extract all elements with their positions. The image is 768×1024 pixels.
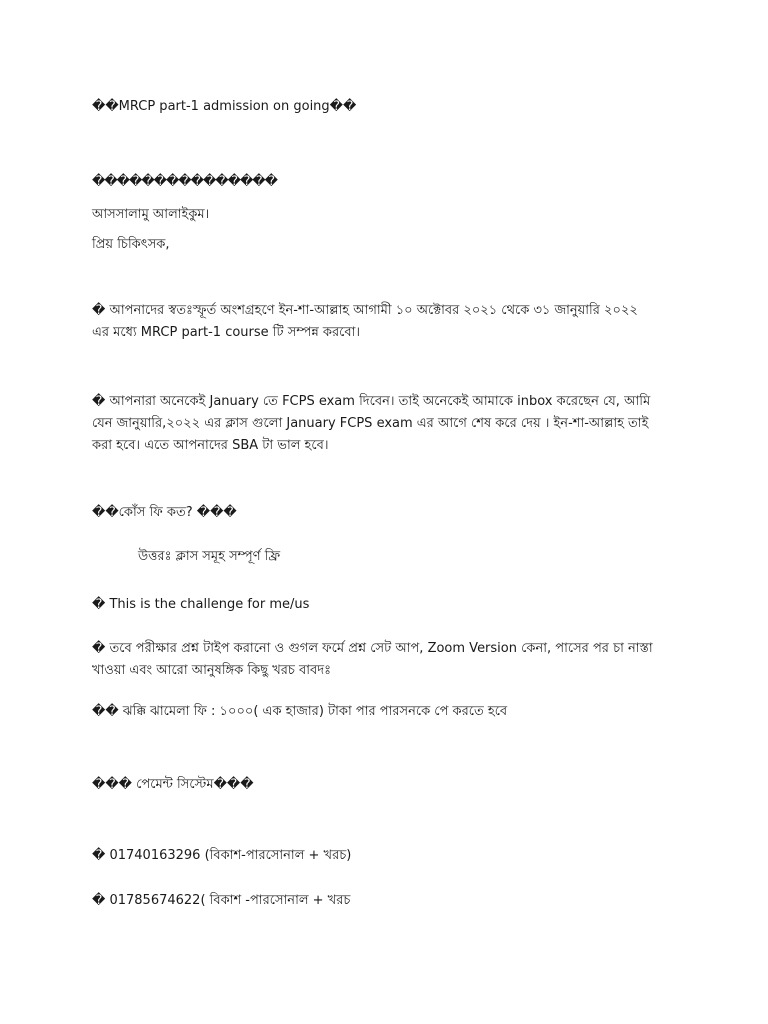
paragraph-line: যেন জানুয়ারি,২০২২ এর ক্লাস গুলো January FCPS exam এর আগে শেষ করে দেয় । ইন-শা-আল্লাহ তাই: [92, 416, 649, 431]
fee-question: ��কোঁস ফি কত? ���: [92, 505, 237, 520]
paragraph-expenses: [92, 638, 682, 682]
greeting: আসসালামু আলাইকুম।: [92, 207, 210, 222]
challenge-line: � This is the challenge for me/us: [92, 597, 310, 612]
paragraph-line: এর মধ্যে MRCP part-1 course টি সম্পন্ন করবো।: [92, 325, 361, 340]
paragraph-fcps-exam: [92, 391, 682, 457]
paragraph-line: করা হবে। এতে আপনাদের SBA টা ভাল হবে।: [92, 438, 329, 453]
payment-number-2: � 01785674622( বিকাশ -পারসোনাল + খরচ: [92, 893, 351, 908]
paragraph-line: খাওয়া এবং আরো আনুষঙ্গিক কিছু খরচ বাবদঃ: [92, 663, 332, 678]
paragraph-line: � তবে পরীক্ষার প্রশ্ন টাইপ করানো ও গুগল ফর্মে প্রশ্ন সেট আপ, Zoom Version কেনা, পাসের পর চা নাস্তা: [92, 641, 653, 656]
paragraph-line: � আপনাদের স্বতঃস্ফূর্ত অংশগ্রহণে ইন-শা-আল্লাহ আগামী ১০ অক্টোবর ২০২১ থেকে ৩১ জানুয়ারি ২০২২: [92, 303, 638, 318]
fee-answer: উত্তরঃ ক্লাস সমূহ সম্পূর্ণ ফ্রি: [138, 549, 281, 564]
payment-heading: ��� পেমেন্ট সিস্টেম���: [92, 777, 254, 792]
heading: ��MRCP part-1 admission on going��: [92, 99, 357, 114]
fee-line: �� ঝক্কি ঝামেলা ফি : ১০০০( এক হাজার) টাকা পার পারসনকে পে করতে হবে: [92, 704, 508, 719]
paragraph-line: � আপনারা অনেকেই January তে FCPS exam দিবেন। তাই অনেকেই আমাকে inbox করেছেন যে, আমি: [92, 394, 651, 409]
payment-number-1: � 01740163296 (বিকাশ-পারসোনাল + খরচ): [92, 848, 352, 863]
paragraph-course-schedule: [92, 300, 682, 344]
divider: ���������������: [92, 174, 277, 189]
salutation: প্রিয় চিকিৎসক,: [92, 237, 170, 252]
